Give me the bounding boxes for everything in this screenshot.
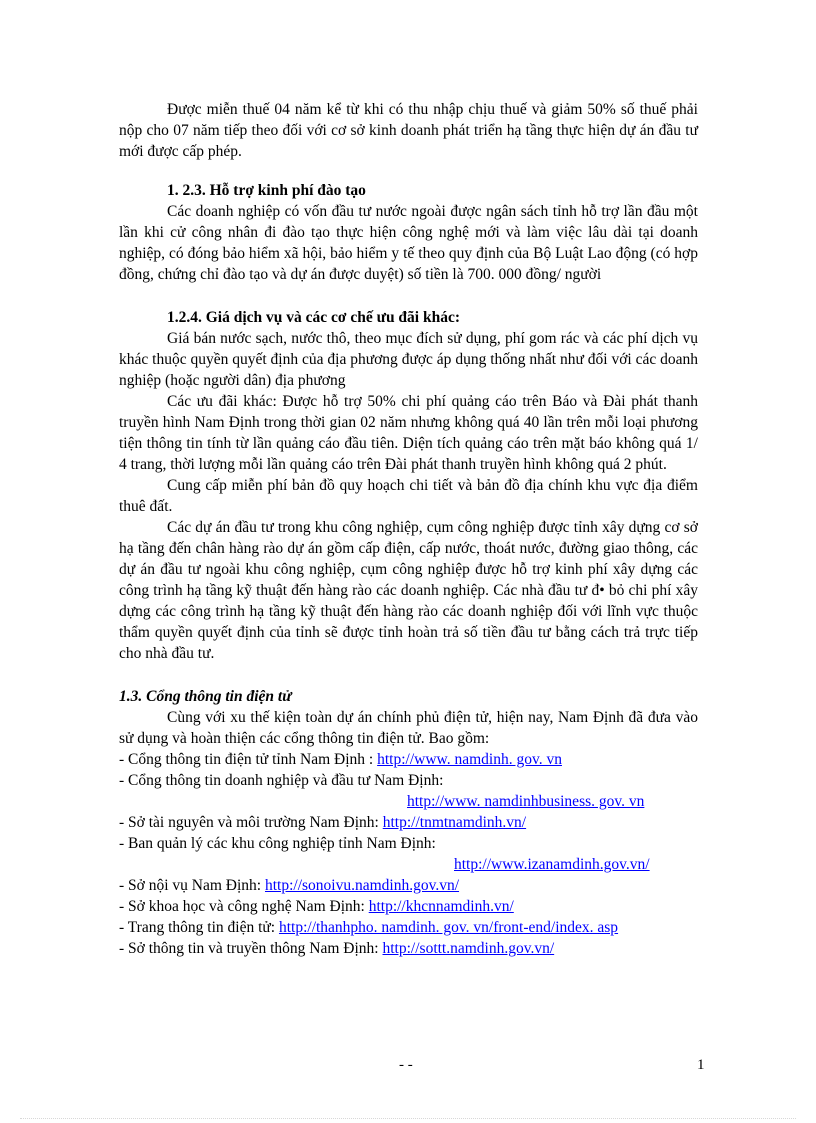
page-bottom-edge [20, 1118, 796, 1119]
list-item-label: - Cổng thông tin doanh nghiệp và đầu tư Nam Định: [119, 772, 444, 789]
list-item-label: - Sở tài nguyên và môi trường Nam Định: [119, 814, 383, 831]
paragraph-free-maps: Cung cấp miễn phí bản đồ quy hoạch chi tiết và bản đồ địa chính khu vực địa điểm thuê đất. [119, 477, 698, 515]
paragraph-e-portals-intro: Cùng với xu thế kiện toàn dự án chính phủ điện tử, hiện nay, Nam Định đã đưa vào sử dụng và hoàn thiện các cổng thông tin điện tử. Bao gồm: [119, 709, 698, 747]
list-item-business-portal [119, 770, 698, 791]
list-item-label: - Sở thông tin và truyền thông Nam Định: [119, 940, 383, 957]
link-province-portal[interactable]: http://www. namdinh. gov. vn [377, 751, 562, 768]
list-item-label: - Ban quản lý các khu công nghiệp tỉnh Nam Định: [119, 835, 436, 852]
paragraph-training-support: Các doanh nghiệp có vốn đầu tư nước ngoài được ngân sách tỉnh hỗ trợ lần đầu một lần khi cử công nhân đi đào tạo thực hiện công nghệ mới và làm việc lâu dài tại doanh nghiệp, có đóng bảo hiểm xã hội, bảo hiểm y tế theo quy định của Bộ Luật Lao động (có hợp đồng, chứng chỉ đào tạo và dự án được duyệt) số tiền là 700. 000 đồng/ người [119, 203, 698, 283]
document-body [119, 99, 698, 959]
link-row-industrial-zones [119, 854, 698, 875]
paragraph-tax-exemption: Được miễn thuế 04 năm kể từ khi có thu nhập chịu thuế và giảm 50% số thuế phải nộp cho 07 năm tiếp theo đối với cơ sở kinh doanh phát triển hạ tầng thực hiện dự án đầu tư mới được cấp phép. [119, 101, 698, 160]
link-info-comms[interactable]: http://sottt.namdinh.gov.vn/ [382, 940, 555, 957]
list-item-science-tech [119, 896, 698, 917]
link-city-portal[interactable]: http://thanhpho. namdinh. gov. vn/front-end/index. asp [278, 919, 619, 936]
link-row-business-portal [119, 791, 698, 812]
link-business-portal[interactable]: http://www. namdinhbusiness. gov. vn [407, 793, 645, 810]
link-science-tech[interactable]: http://khcnnamdinh.vn/ [368, 898, 514, 915]
heading-training-support: 1. 2.3. Hỗ trợ kinh phí đào tạo [167, 182, 366, 199]
heading-service-prices: 1.2.4. Giá dịch vụ và các cơ chế ưu đãi khác: [167, 309, 461, 326]
list-item-label: - Sở khoa học và công nghệ Nam Định: [119, 898, 369, 915]
list-item-label: - Cổng thông tin điện tử tỉnh Nam Định : [119, 751, 378, 768]
list-item-info-comms [119, 938, 698, 959]
link-natural-resources[interactable]: http://tnmtnamdinh.vn/ [382, 814, 527, 831]
paragraph-infrastructure: Các dự án đầu tư trong khu công nghiệp, cụm công nghiệp được tỉnh xây dựng cơ sở hạ tầng đến chân hàng rào dự án gồm cấp điện, cấp nước, thoát nước, đường giao thông, các dự án đầu tư ngoài khu công nghiệp, cụm công nghiệp được hỗ trợ kinh phí xây dựng các công trình hạ tầng kỹ thuật đến hàng rào các doanh nghiệp. Các nhà đầu tư đ• bỏ chi phí xây dựng các công trình hạ tầng kỹ thuật đến hàng rào các doanh nghiệp đối với lĩnh vực thuộc thẩm quyền quyết định của tỉnh sẽ được tỉnh hoàn trả số tiền đầu tư bằng cách trả trực tiếp cho nhà đầu tư. [119, 519, 698, 662]
paragraph-service-prices: Giá bán nước sạch, nước thô, theo mục đích sử dụng, phí gom rác và các phí dịch vụ khác thuộc quyền quyết định của địa phương được áp dụng thống nhất như đối với các doanh nghiệp (hoặc người dân) địa phương [119, 330, 698, 389]
list-item-industrial-zones [119, 833, 698, 854]
link-industrial-zones[interactable]: http://www.izanamdinh.gov.vn/ [454, 856, 650, 873]
page-number: 1 [697, 1057, 705, 1073]
list-item-label: - Sở nội vụ Nam Định: [119, 877, 265, 894]
link-home-affairs[interactable]: http://sonoivu.namdinh.gov.vn/ [264, 877, 460, 894]
paragraph-other-incentives: Các ưu đãi khác: Được hỗ trợ 50% chi phí quảng cáo trên Báo và Đài phát thanh truyền hình Nam Định trong thời gian 02 năm nhưng không quá 40 lần trên mỗi loại phương tiện thông tin tính từ lần quảng cáo đầu tiên. Diện tích quảng cáo trên mặt báo không quá 1/ 4 trang, thời lượng mỗi lần quảng cáo trên Đài phát thanh truyền hình không quá 2 phút. [119, 393, 698, 473]
list-item-natural-resources [119, 812, 698, 833]
list-item-province-portal [119, 749, 698, 770]
list-item-label: - Trang thông tin điện tử: [119, 919, 279, 936]
footer-center-text: - - [399, 1057, 413, 1073]
list-item-home-affairs [119, 875, 698, 896]
list-item-city-portal [119, 917, 698, 938]
heading-e-portals: 1.3. Cổng thông tin điện tử [119, 688, 292, 705]
